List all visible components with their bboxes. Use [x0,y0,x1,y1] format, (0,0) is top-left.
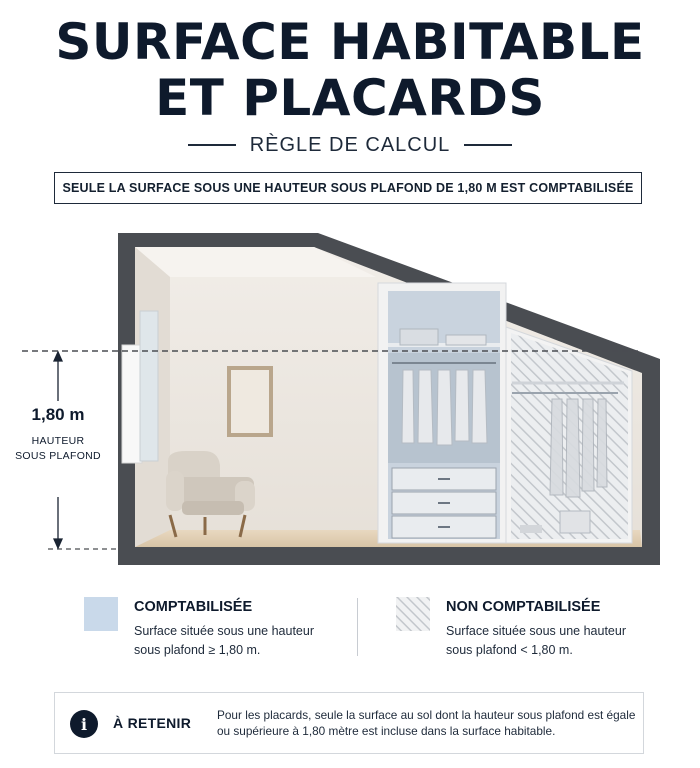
subtitle-rule-right [464,144,512,146]
title-line-1: SURFACE HABITABLE [55,13,645,71]
height-caption-line-1: HAUTEUR [31,435,85,447]
legend-not-counted [396,595,646,665]
subtitle: RÈGLE DE CALCUL [249,133,451,156]
legend-divider [357,598,358,656]
closet-counted-zone [378,283,506,543]
legend-counted-title: COMPTABILISÉE [134,599,253,615]
subtitle-rule-left [188,144,236,146]
legend-counted-description: Surface située sous une hauteur sous plafond ≥ 1,80 m. [134,624,314,657]
note-text: Pour les placards, seule la surface au sol dont la hauteur sous plafond est égale ou supérieure à 1,80 mètre est incluse dans la surface habitable. [217,708,636,738]
picture-frame [227,366,273,437]
height-caption [8,434,108,464]
rule-banner: SEULE LA SURFACE SOUS UNE HAUTEUR SOUS PLAFOND DE 1,80 M EST COMPTABILISÉE [54,172,642,204]
key-note [54,692,644,754]
legend-not-counted-title: NON COMPTABILISÉE [446,599,601,615]
page-title [0,14,700,126]
height-value: 1,80 m [31,405,85,424]
subtitle-row [0,130,700,160]
legend-not-counted-description: Surface située sous une hauteur sous plafond < 1,80 m. [446,624,626,657]
not-counted-swatch [396,597,430,631]
legend-counted [84,595,334,665]
height-caption-line-2: SOUS PLAFOND [15,450,101,462]
attic-cross-section [0,225,700,570]
info-icon: i [70,710,98,738]
note-title: À RETENIR [113,715,192,731]
counted-swatch [84,597,118,631]
title-line-2: ET PLACARDS [155,69,545,127]
